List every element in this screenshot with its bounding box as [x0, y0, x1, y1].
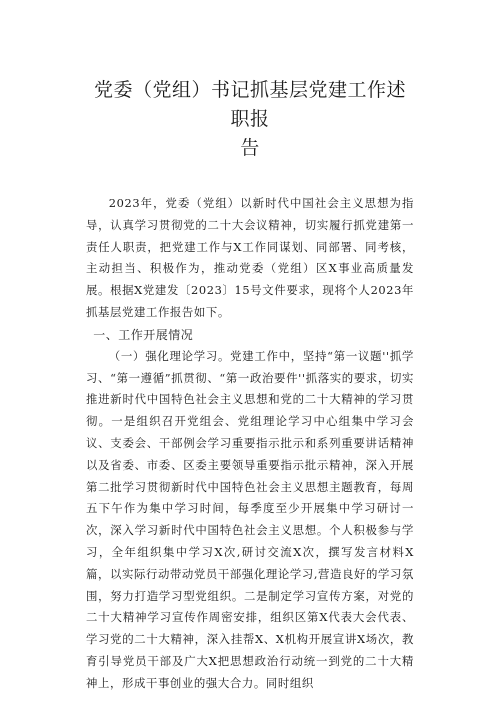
- section-heading-work-status: 一、工作开展情况: [93, 327, 194, 342]
- theory-study-paragraph: （一）强化理论学习。党建工作中，坚持“第一议题''抓学习、“第一遵循”抓贯彻、“第一政治要件''抓落实的要求，切实推进新时代中国特色社会主义思想和党的二十大精神的学习贯彻。一是组织召开党组会、党组理论学习中心组集中学习会议、支委会、干部例会学习重要指示批示和系列重要讲话精神以及省委、市委、区委主要领导重要指示批示精神，深入开展第二批学习贯彻新时代中国特色社会主义思想主题教育，每周五下午作为集中学习时间，每季度至少开展集中学习研讨一次，深入学习新时代中国特色社会主义思想。个人积极参与学习，全年组织集中学习X次,研讨交流X次，撰写发言材料X篇，以实际行动带动党员干部强化理论学习,营造良好的学习氛围，努力打造学习型党组织。二是制定学习宣传方案，对党的二十大精神学习宣传作周密安排，组织区第X代表大会代表、学习党的二十大精神，深入挂帮X、X机构开展宣讲X场次，教育引导党员干部及广大X把思想政治行动统一到党的二十大精神上，形成干事创业的强大合力。同时组织: [86, 348, 414, 690]
- document-body: [86, 193, 414, 695]
- document-title-line-2: 告: [240, 137, 260, 159]
- document-title-line-1: 党委（党组）书记抓基层党建工作述职报: [93, 79, 406, 130]
- intro-paragraph: 2023年，党委（党组）以新时代中国社会主义思想为指导，认真学习贯彻党的二十大会议精神，切实履行抓党建第一责任人职责，把党建工作与X工作同谋划、同部署、同考核，主动担当、积极作为，推动党委（党组）区X事业高质量发展。根据X党建发〔2023〕15号文件要求，现将个人2023年抓基层党建工作报告如下。: [86, 196, 414, 319]
- document-title: [86, 76, 414, 163]
